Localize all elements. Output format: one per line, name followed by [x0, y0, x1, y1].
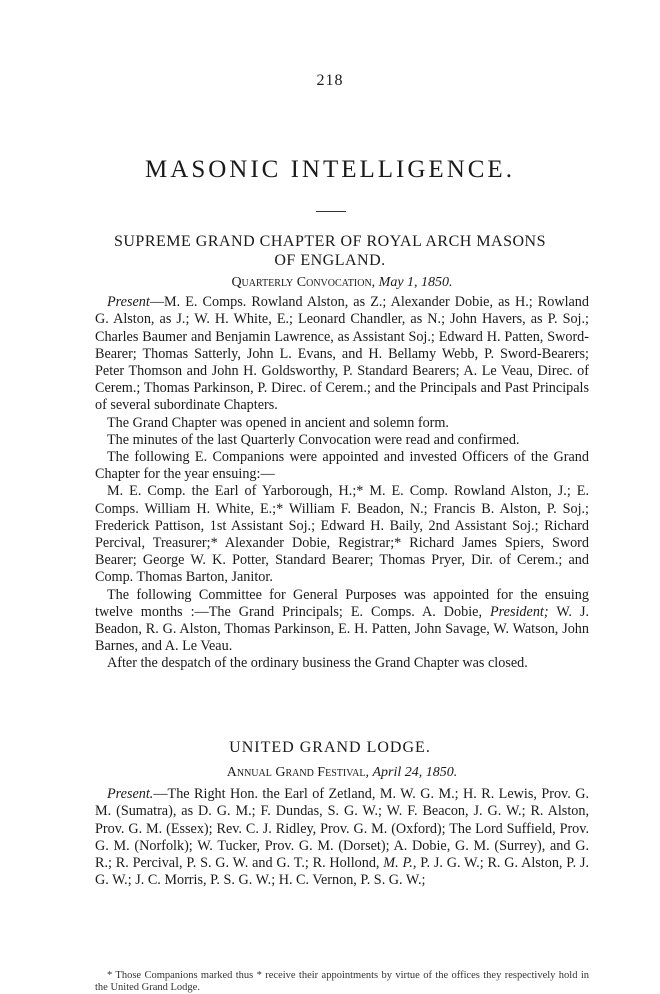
section1-subheading-date: May 1, 1850.	[378, 275, 453, 290]
present-label: Present	[107, 294, 150, 311]
committee-text-1: The following Committee for General Purposes was appointed for the ensuing twelve months :—The Grand Principals; E. Comps. A. Dobie,	[95, 586, 589, 620]
section2-subheading-date: April 24, 1850.	[372, 765, 458, 780]
section1-subheading-label: Quarterly Convocation,	[231, 275, 376, 290]
paragraph-minutes: The minutes of the last Quarterly Convocation were read and confirmed.	[107, 431, 520, 448]
paragraph-lodge-present	[95, 786, 589, 889]
section2-body	[95, 764, 589, 889]
section1-subheading	[95, 274, 589, 291]
footnote: * Those Companions marked thus * receive their appointments by virtue of the offices they respectively hold in the United Grand Lodge.	[95, 970, 589, 993]
committee-text-2: W. J. Beadon, R. G. Alston, Thomas Parkinson, E. H. Patten, John Savage, W. Watson, John Barnes, and A. Le Veau.	[95, 603, 590, 655]
section2-heading: UNITED GRAND LODGE.	[229, 739, 431, 756]
section1-heading-line1: SUPREME GRAND CHAPTER OF ROYAL ARCH MASONS	[113, 233, 547, 250]
section1-heading	[0, 232, 660, 270]
lodge-present-text-2: P. J. G. W.; R. G. Alston, P. J. G. W.; J. C. Morris, P. S. G. W.; H. C. Vernon, P. S. G. W.;	[95, 855, 590, 889]
paragraph-opened: The Grand Chapter was opened in ancient and solemn form.	[107, 414, 449, 431]
section2-subheading	[95, 764, 589, 781]
section2-subheading-label: Annual Grand Festival,	[226, 765, 369, 780]
title-divider	[316, 211, 346, 212]
page-title: MASONIC INTELLIGENCE.	[145, 156, 515, 183]
section1-heading-line2: OF ENGLAND.	[274, 252, 386, 269]
paragraph-present	[95, 294, 589, 414]
lodge-present-label: Present.	[107, 786, 154, 803]
mp-label: M. P.,	[383, 855, 417, 872]
president-label: President;	[490, 603, 549, 620]
present-text: —M. E. Comps. Rowland Alston, as Z.; Alexander Dobie, as H.; Rowland G. Alston, as J.; W. H. White, E.; Leonard Chandler, as N.; John Havers, as P. Soj.; Charles Baumer and Benjamin Lawrence, as Assistant Soj.; Edward H. Patten, Sword-Bearer; Thomas Satterly, John L. Evans, and H. Bellamy Webb, P. Sword-Bearers; Peter Thomson and John H. Goldsworthy, P. Standard Bearers; A. Le Veau, Direc. of Cerem.; Thomas Parkinson, P. Direc. of Cerem.; and the Principals and Past Principals of several subordinate Chapters.	[95, 294, 589, 414]
page-number: 218	[316, 72, 344, 89]
lodge-present-text-1: —The Right Hon. the Earl of Zetland, M. W. G. M.; H. R. Lewis, Prov. G. M. (Sumatra), as D. G. M.; F. Dundas, S. G. W.; W. F. Beacon, J. G. W.; R. Alston, Prov. G. M. (Essex); Rev. C. J. Ridley, Prov. G. M. (Oxford); The Lord Suffield, Prov. G. M. (Norfolk); W. Tucker, Prov. G. M. (Dorset); A. Dobie, G. M. (Surrey), and G. R.; R. Percival, P. S. G. W. and G. T.; R. Hollond,	[95, 786, 589, 872]
paragraph-officers: M. E. Comp. the Earl of Yarborough, H.;* M. E. Comp. Rowland Alston, J.; E. Comps. William H. White, E.;* William F. Beadon, N.; Francis B. Alston, P. Soj.; Frederick Pattison, 1st Assistant Soj.; Edward H. Baily, 2nd Assistant Soj.; Richard Percival, Treasurer;* Alexander Dobie, Registrar;* Richard James Spiers, Sword Bearer; George W. K. Potter, Standard Bearer; Thomas Pryer, Dir. of Cerem.; and Comp. Thomas Barton, Janitor.	[95, 483, 589, 586]
paragraph-appointed: The following E. Companions were appointed and invested Officers of the Grand Chapter for the year ensuing:—	[95, 449, 589, 483]
paragraph-committee	[95, 587, 589, 656]
paragraph-closed: After the despatch of the ordinary business the Grand Chapter was closed.	[107, 655, 528, 672]
section1-body	[95, 274, 589, 673]
